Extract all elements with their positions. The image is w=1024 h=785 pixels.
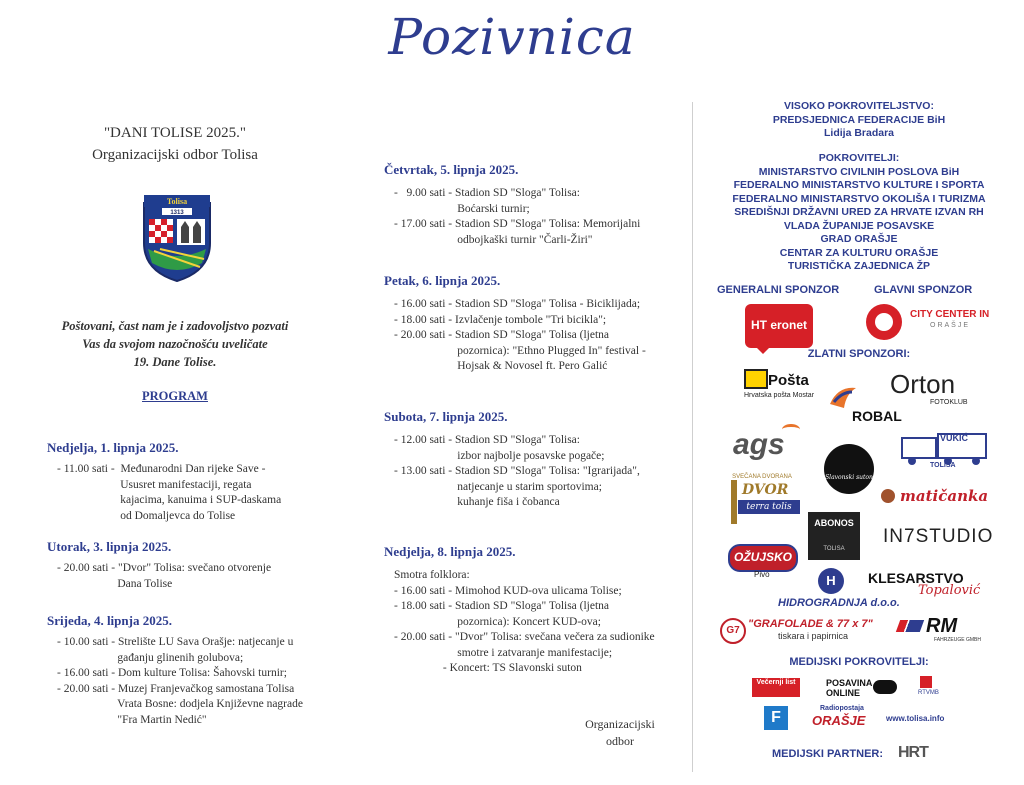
day-block <box>47 440 347 524</box>
ags-logo-text: ags <box>733 428 785 461</box>
event-line: Ususret manifestaciji, regata <box>57 478 252 491</box>
event-line: - 18.00 sati - Izvlačenje tombole "Tri bicikla"; <box>394 313 607 326</box>
robal-logo-text: ROBAL <box>852 408 902 424</box>
dvor-logo-sub: terra tolis <box>738 500 800 514</box>
high-patronage <box>700 100 1018 141</box>
event-line: Hojsak & Novosel ft. Pero Galić <box>394 360 608 372</box>
day-heading: Utorak, 3. lipnja 2025. <box>47 539 172 554</box>
day-block <box>47 613 367 728</box>
day-heading: Nedjelja, 8. lipnja 2025. <box>384 544 516 559</box>
day-heading: Četvrtak, 5. lipnja 2025. <box>384 162 519 177</box>
general-sponsor-label: GENERALNI SPONZOR <box>717 284 840 296</box>
tolisa-crest-logo <box>140 193 214 283</box>
media-patrons-label: MEDIJSKI POKROVITELJI: <box>789 656 929 668</box>
f-media-logo-icon: F <box>764 706 788 730</box>
event-line: odbojkaški turnir "Čarli-Žiri" <box>394 233 593 246</box>
patrons-label: POKROVITELJI: <box>818 152 900 164</box>
city-center-logo-icon <box>866 304 902 340</box>
day-block <box>384 409 684 511</box>
rtvmb-icon <box>920 676 932 688</box>
abonos-logo <box>808 512 860 560</box>
event-line: gađanju glinenih golubova; <box>57 651 244 664</box>
signature-line: odbor <box>606 734 634 748</box>
event-line: - 11.00 sati - Međunarodni Dan rijeke Save - <box>57 463 266 475</box>
klesarstvo-logo-sub: Topalović <box>918 583 981 598</box>
crest-year: 1313 <box>170 210 184 216</box>
patron-item: FEDERALNO MINISTARSTVO OKOLIŠA I TURIZMA <box>732 192 986 205</box>
grafolade-icon: G7 <box>720 618 746 644</box>
day-block <box>47 539 347 592</box>
posavina-online-logo: POSAVINA ONLINE <box>826 678 873 698</box>
event-line: pozornica): "Ethno Plugged In" festival - <box>394 344 646 357</box>
slavonski-suton-logo-text: Slavonski suton <box>825 474 873 481</box>
event-line: natjecanje u starim sportovima; <box>394 480 602 493</box>
invitation-line: Vas da svojom nazočnošću uveličate <box>82 337 268 351</box>
vukic-logo-text: VUKIĆ <box>940 433 969 443</box>
main-sponsor-label: GLAVNI SPONZOR <box>874 284 973 296</box>
rm-logo-text: RM <box>926 615 958 637</box>
event-line: - 16.00 sati - Stadion SD "Sloga" Tolisa - Biciklijada; <box>394 298 641 310</box>
event-line: kajacima, kanuima i SUP-daskama <box>57 494 282 506</box>
orton-logo-text: Orton <box>890 369 956 399</box>
orton-logo-sub: FOTOKLUB <box>930 399 968 406</box>
rtvmb-logo-text: RTVMB <box>918 690 939 696</box>
slavonski-suton-logo <box>824 444 874 494</box>
patron-item: MINISTARSTVO CIVILNIH POSLOVA BiH <box>758 165 960 178</box>
day-heading: Petak, 6. lipnja 2025. <box>384 273 501 288</box>
gold-sponsors-label: ZLATNI SPONZORI: <box>807 348 911 360</box>
invitation-line: 19. Dane Tolise. <box>133 355 217 369</box>
invitation-line: Poštovani, čast nam je i zadovoljstvo pozvati <box>61 319 289 333</box>
patrons <box>700 152 1018 274</box>
maticanka-logo-text: matičanka <box>900 487 989 505</box>
high-patronage-line: Lidija Bradara <box>823 127 895 139</box>
page-title: Pozivnica <box>388 8 636 66</box>
program-heading: PROGRAM <box>142 389 208 403</box>
event-line: - 10.00 sati - Strelište LU Sava Orašje: natjecanje u <box>57 636 294 648</box>
klesarstvo-logo-text: KLESARSTVO <box>868 570 964 586</box>
radio-orasje-logo-top: Radiopostaja <box>820 705 864 712</box>
patron-item: CENTAR ZA KULTURU ORAŠJE <box>779 246 939 259</box>
invitation-text <box>40 317 310 371</box>
event-line: izbor najbolje posavske pogače; <box>394 449 605 462</box>
event-line: - 9.00 sati - Stadion SD "Sloga" Tolisa: <box>394 187 580 199</box>
hteronet-logo-text: HT eronet <box>750 318 807 332</box>
media-partner-label: MEDIJSKI PARTNER: <box>772 748 884 760</box>
ags-swoosh-icon <box>782 424 800 435</box>
posavina-dog-icon <box>873 680 897 694</box>
rm-stripes-icon <box>896 620 924 632</box>
patron-item: FEDERALNO MINISTARSTVO KULTURE I SPORTA <box>733 179 985 191</box>
tolisa-url[interactable]: www.tolisa.info <box>886 714 945 723</box>
grafolade-logo-sub: tiskara i papirnica <box>778 631 849 641</box>
ozujsko-logo-text: OŽUJSKO <box>733 550 792 564</box>
signature <box>560 716 680 750</box>
day-heading: Srijeda, 4. lipnja 2025. <box>47 613 172 628</box>
event-line: - 18.00 sati - Stadion SD "Sloga" Tolisa (ljetna <box>394 600 610 612</box>
city-center-logo-sub: ORAŠJE <box>930 322 971 329</box>
patron-item: VLADA ŽUPANIJE POSAVSKE <box>783 219 935 232</box>
patron-item: SREDIŠNJI DRŽAVNI URED ZA HRVATE IZVAN RH <box>734 206 984 218</box>
patron-item: GRAD ORAŠJE <box>820 233 898 245</box>
vecernji-list-logo: Večernji list <box>752 678 800 697</box>
maticanka-icon <box>881 489 895 503</box>
event-line: - Koncert: TS Slavonski suton <box>394 662 582 674</box>
grafolade-logo-text: "GRAFOLADE & 77 x 7" <box>748 618 873 630</box>
event-line: Smotra folklora: <box>394 569 470 581</box>
day-block <box>384 544 689 677</box>
posta-logo-sub: Hrvatska pošta Mostar <box>744 392 815 399</box>
event-line: - 16.00 sati - Dom kulture Tolisa: Šahovski turnir; <box>57 667 287 679</box>
event-line: - 12.00 sati - Stadion SD "Sloga" Tolisa: <box>394 434 580 446</box>
event-line: Vrata Bosne: dodjela Književne nagrade <box>57 698 303 710</box>
day-block <box>384 162 684 248</box>
event-line: smotre i zatvaranje manifestacije; <box>394 646 613 659</box>
crest-label: Tolisa <box>166 197 188 206</box>
organizer-name: Organizacijski odbor Tolisa <box>92 147 258 163</box>
day-heading: Nedjelja, 1. lipnja 2025. <box>47 440 179 455</box>
dvor-logo-top: SVEČANA DVORANA <box>732 474 792 480</box>
posta-envelope-icon <box>744 369 768 389</box>
high-patronage-line: PREDSJEDNICA FEDERACIJE BiH <box>772 113 946 126</box>
signature-line: Organizacijski <box>585 717 655 731</box>
event-line: Boćarski turnir; <box>394 202 530 215</box>
high-patronage-label: VISOKO POKROVITELJSTVO: <box>784 100 934 112</box>
event-line: "Fra Martin Nedić" <box>57 713 207 726</box>
event-line: - 20.00 sati - "Dvor" Tolisa: svečana večera za sudionike <box>394 631 655 643</box>
column-divider <box>692 102 693 772</box>
hteronet-logo <box>745 304 813 348</box>
event-line: - 20.00 sati - "Dvor" Tolisa: svečano otvorenje <box>57 562 272 574</box>
event-line: - 16.00 sati - Mimohod KUD-ova ulicama Tolise; <box>394 584 622 597</box>
event-line: - 13.00 sati - Stadion SD "Sloga" Tolisa: "Igrarijada", <box>394 465 640 477</box>
ozujsko-logo-sub: Pivo <box>754 570 770 579</box>
hidrogradnja-logo-text: HIDROGRADNJA d.o.o. <box>778 597 900 609</box>
hidrogradnja-icon: H <box>818 568 844 594</box>
day-block <box>384 273 684 375</box>
event-line: Dana Tolise <box>57 577 173 590</box>
event-line: kuhanje fiša i čobanca <box>394 496 560 508</box>
dvor-column-icon <box>731 480 737 524</box>
rm-logo-sub: FAHRZEUGE GMBH <box>934 637 981 643</box>
event-line: pozornica): Koncert KUD-ova; <box>394 615 601 628</box>
posta-logo-text: Pošta <box>768 372 809 389</box>
in7-studio-logo-text: IN7STUDIO <box>883 526 994 547</box>
vukic-logo-sub: TOLISA <box>930 462 956 469</box>
event-line: od Domaljevca do Tolise <box>57 509 236 522</box>
patron-item: TURISTIČKA ZAJEDNICA ŽP <box>787 260 931 272</box>
abonos-logo-text: ABONOS <box>814 518 854 528</box>
city-center-logo-text: CITY CENTER IN <box>910 309 990 320</box>
event-name: "DANI TOLISE 2025." <box>103 125 247 141</box>
day-heading: Subota, 7. lipnja 2025. <box>384 409 508 424</box>
robal-bird-icon <box>828 384 858 410</box>
dvor-logo-text: DVOR <box>742 482 789 498</box>
radio-orasje-logo-text: ORAŠJE <box>812 713 866 728</box>
event-line: - 17.00 sati - Stadion SD "Sloga" Tolisa: Memorijalni <box>394 218 641 230</box>
event-line: - 20.00 sati - Stadion SD "Sloga" Tolisa (ljetna <box>394 329 610 341</box>
abonos-logo-sub: TOLISA <box>823 546 845 552</box>
hrt-logo-text: HRT <box>898 744 928 761</box>
event-line: - 20.00 sati - Muzej Franjevačkog samostana Tolisa <box>57 682 295 695</box>
ozujsko-logo <box>728 544 798 572</box>
